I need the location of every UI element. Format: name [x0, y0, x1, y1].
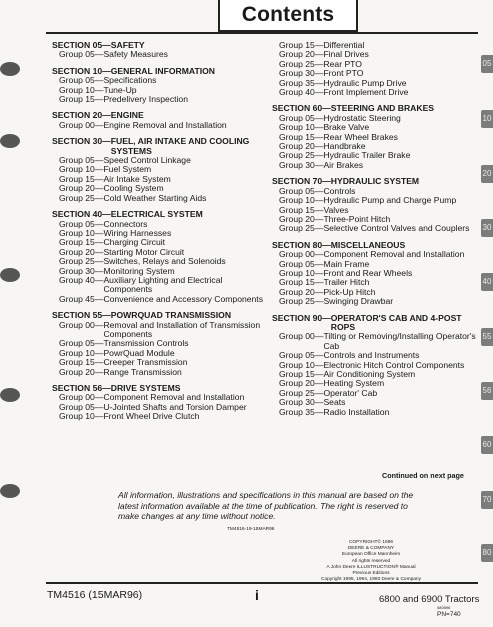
group-title: Brake Valve	[323, 122, 370, 133]
group-title: Tilting or Removing/Installing Operator's Cab	[323, 331, 476, 351]
group-title: Fuel System	[103, 164, 152, 175]
group-number: Group 20—	[279, 141, 324, 152]
group-number: Group 40—	[279, 87, 324, 98]
group-title: Tune-Up	[103, 84, 137, 95]
group-number: Group 25—	[279, 58, 324, 69]
tab-10[interactable]: 10	[481, 110, 493, 128]
tab-20[interactable]: 20	[481, 165, 493, 183]
tab-55[interactable]: 55	[481, 328, 493, 346]
group-number: Group 15—	[279, 204, 324, 215]
section-number: SECTION 10—	[52, 65, 111, 76]
section-title: ENGINE	[110, 110, 144, 121]
group-title: Heating System	[323, 378, 385, 389]
title-box	[218, 0, 358, 32]
header-rule	[46, 32, 478, 34]
section-title: GENERAL INFORMATION	[110, 65, 215, 76]
publication-notice: All information, illustrations and specifications in this manual are based on the latest information available at the time of publication. The right is reserved to make changes at any time without notice.	[118, 490, 414, 522]
group-number: Group 10—	[279, 122, 324, 133]
section-number: SECTION 70—	[272, 176, 331, 187]
toc-section	[272, 104, 482, 170]
tab-30[interactable]: 30	[481, 219, 493, 237]
group-title: Final Drives	[323, 49, 369, 60]
group-number: Group 05—	[59, 49, 104, 60]
group-title: Starting Motor Circuit	[103, 246, 185, 257]
group-number: Group 20—	[59, 183, 104, 194]
group-title: Hydrostatic Steering	[323, 112, 401, 123]
page-title: Contents	[241, 3, 335, 26]
section-title: STEERING AND BRAKES	[330, 103, 435, 114]
group-number: Group 45—	[59, 293, 104, 304]
group-title: Seats	[323, 397, 346, 408]
toc-section	[52, 67, 264, 105]
copyright-line: A John Deere ILLUSTRUCTION® Manual	[326, 564, 416, 570]
group-title: Selective Control Valves and Couplers	[323, 223, 470, 234]
group-title: Rear PTO	[323, 58, 362, 69]
section-title: DRIVE SYSTEMS	[110, 383, 181, 393]
copyright-line: All rights reserved	[351, 558, 391, 564]
group-number: Group 25—	[279, 387, 324, 398]
group-title: Hydraulic Pump Drive	[323, 77, 407, 88]
group-title: Auxiliary Lighting and Electrical Components	[103, 274, 223, 295]
group-title: U-Jointed Shafts and Torsion Damper	[103, 401, 247, 412]
group-number: Group 25—	[279, 150, 324, 161]
group-number: Group 25—	[279, 296, 324, 307]
group-title: Operator' Cab	[323, 387, 378, 398]
toc-section-continued	[272, 41, 482, 97]
section-number: SECTION 60—	[272, 103, 331, 114]
section-number: SECTION 55—	[52, 310, 111, 321]
binder-hole	[0, 388, 20, 402]
group-title: Swinging Drawbar	[323, 296, 394, 307]
group-title: Wiring Harnesses	[103, 227, 172, 238]
section-title: POWRQUAD TRANSMISSION	[110, 310, 232, 321]
section-number: SECTION 80—	[272, 239, 331, 250]
group-title: Engine Removal and Installation	[103, 119, 227, 130]
group-number: Group 05—	[59, 155, 104, 166]
section-title: HYDRAULIC SYSTEM	[330, 176, 420, 187]
section-title: OPERATOR'S CAB AND 4-POST ROPS	[330, 312, 462, 332]
group-number: Group 05—	[279, 112, 324, 123]
group-number: Group 30—	[59, 265, 104, 276]
toc-group-item[interactable]	[52, 276, 264, 295]
toc-section	[272, 177, 482, 233]
toc-section	[272, 241, 482, 307]
group-title: Creeper Transmission	[103, 357, 188, 368]
group-number: Group 10—	[279, 359, 324, 370]
group-title: Cold Weather Starting Aids	[103, 192, 207, 203]
continued-note: Continued on next page	[382, 471, 464, 480]
toc-section	[52, 210, 264, 304]
binder-hole	[0, 62, 20, 76]
group-number: Group 05—	[279, 258, 324, 269]
section-heading[interactable]	[272, 314, 482, 333]
group-title: Air Intake System	[103, 173, 171, 184]
group-number: Group 00—	[279, 331, 324, 342]
section-title: ELECTRICAL SYSTEM	[110, 209, 203, 220]
group-title: Component Removal and Installation	[103, 392, 245, 403]
toc-group-item[interactable]	[272, 408, 482, 417]
section-number: SECTION 20—	[52, 110, 111, 121]
group-number: Group 05—	[59, 218, 104, 229]
group-number: Group 15—	[279, 277, 324, 288]
group-title: Trailer Hitch	[323, 277, 370, 288]
toc-group-item[interactable]	[52, 321, 264, 340]
group-number: Group 30—	[279, 159, 324, 170]
group-number: Group 05—	[59, 75, 104, 86]
group-number: Group 35—	[279, 77, 324, 88]
group-title: Differential	[323, 40, 365, 50]
footer-rule	[46, 582, 478, 584]
toc-group-item[interactable]	[272, 332, 482, 351]
group-title: Specifications	[103, 75, 157, 86]
group-number: Group 35—	[279, 406, 324, 417]
section-title: FUEL, AIR INTAKE AND COOLING SYSTEMS	[110, 136, 250, 156]
group-number: Group 20—	[279, 378, 324, 389]
copyright-block	[296, 540, 446, 583]
footer-code: 080596	[437, 605, 451, 610]
group-title: Controls	[323, 185, 356, 196]
group-title: Pick-Up Hitch	[323, 286, 376, 297]
group-title: Front and Rear Wheels	[323, 267, 413, 278]
left-column	[52, 41, 264, 429]
group-number: Group 30—	[279, 397, 324, 408]
section-title: MISCELLANEOUS	[330, 239, 406, 250]
toc-section	[52, 41, 264, 60]
group-title: Switches, Relays and Solenoids	[103, 256, 226, 267]
section-number: SECTION 30—	[52, 136, 111, 147]
group-title: Three-Point Hitch	[323, 213, 391, 224]
group-title: PowrQuad Module	[103, 347, 175, 358]
tab-56[interactable]: 56	[481, 382, 493, 400]
group-title: Hydraulic Pump and Charge Pump	[323, 195, 457, 206]
toc-group-item[interactable]	[52, 194, 264, 203]
group-title: Electronic Hitch Control Components	[323, 359, 465, 370]
section-number: SECTION 40—	[52, 209, 111, 220]
group-number: Group 00—	[59, 392, 104, 403]
copyright-line: European Office Mannheim	[341, 552, 401, 558]
group-title: Front Implement Drive	[323, 87, 409, 98]
toc-group-item[interactable]	[52, 368, 264, 377]
toc-group-item[interactable]	[52, 412, 264, 421]
group-number: Group 10—	[59, 84, 104, 95]
group-number: Group 20—	[279, 49, 324, 60]
notice-code: TM4516-19-15MAR96	[227, 527, 275, 532]
group-title: Controls and Instruments	[323, 350, 420, 361]
group-title: Rear Wheel Brakes	[323, 131, 398, 142]
group-number: Group 40—	[59, 274, 104, 285]
group-title: Range Transmission	[103, 366, 182, 377]
group-number: Group 20—	[279, 286, 324, 297]
group-number: Group 00—	[59, 319, 104, 330]
binder-hole	[0, 268, 20, 282]
toc-group-item[interactable]	[272, 88, 482, 97]
group-number: Group 00—	[279, 249, 324, 260]
section-number: SECTION 90—	[272, 312, 331, 323]
group-number: Group 15—	[59, 173, 104, 184]
group-number: Group 20—	[59, 366, 104, 377]
right-column	[272, 41, 482, 424]
group-number: Group 05—	[279, 185, 324, 196]
group-number: Group 10—	[59, 411, 104, 422]
section-title: SAFETY	[110, 40, 145, 50]
group-title: Handbrake	[323, 141, 366, 152]
copyright-line: COPYRIGHT© 1996	[348, 540, 394, 545]
group-title: Air Brakes	[323, 159, 364, 170]
page-number: i	[255, 587, 259, 603]
toc-section	[52, 111, 264, 130]
group-number: Group 20—	[279, 213, 324, 224]
group-title: Main Frame	[323, 258, 370, 269]
group-title: Safety Measures	[103, 49, 168, 60]
group-number: Group 10—	[59, 347, 104, 358]
section-number: SECTION 56—	[52, 383, 111, 393]
binder-hole	[0, 484, 20, 498]
group-number: Group 10—	[59, 227, 104, 238]
group-number: Group 05—	[279, 350, 324, 361]
group-title: Cooling System	[103, 183, 164, 194]
group-number: Group 25—	[59, 192, 104, 203]
group-number: Group 15—	[59, 237, 104, 248]
tab-05[interactable]: 05	[481, 55, 493, 73]
group-number: Group 15—	[279, 369, 324, 379]
group-number: Group 10—	[279, 267, 324, 278]
manual-number: TM4516 (15MAR96)	[47, 589, 143, 601]
tractor-model: 6800 and 6900 Tractors	[379, 594, 480, 605]
toc-group-item[interactable]	[52, 295, 264, 304]
copyright-line: DEERE & COMPANY	[347, 546, 395, 552]
toc-group-item[interactable]	[52, 95, 264, 104]
group-number: Group 20—	[59, 246, 104, 257]
group-number: Group 15—	[59, 357, 104, 368]
section-heading[interactable]	[52, 137, 264, 156]
group-title: Hydraulic Trailer Brake	[323, 150, 411, 161]
group-title: Removal and Installation of Transmission Components	[103, 319, 261, 339]
tab-40[interactable]: 40	[481, 273, 493, 291]
tab-80[interactable]: 80	[481, 544, 493, 562]
group-title: Front PTO	[323, 68, 364, 79]
toc-group-item[interactable]	[272, 161, 482, 170]
toc-group-item[interactable]	[272, 297, 482, 306]
group-number: Group 05—	[59, 338, 104, 349]
group-title: Air Conditioning System	[323, 369, 416, 379]
group-title: Speed Control Linkage	[103, 155, 191, 166]
group-number: Group 15—	[59, 94, 104, 105]
group-number: Group 05—	[59, 401, 104, 412]
toc-section	[52, 311, 264, 377]
group-title: Transmission Controls	[103, 338, 189, 349]
group-title: Predelivery Inspection	[103, 94, 188, 105]
copyright-line: Previous Editions	[352, 571, 390, 577]
group-title: Component Removal and Installation	[323, 249, 465, 260]
toc-section	[52, 384, 264, 422]
toc-group-item[interactable]	[272, 224, 482, 233]
group-number: Group 25—	[279, 223, 324, 234]
section-number: SECTION 05—	[52, 40, 111, 50]
group-title: Monitoring System	[103, 265, 175, 276]
tab-70[interactable]: 70	[481, 491, 493, 509]
part-number: PN=740	[437, 611, 461, 618]
binder-hole	[0, 134, 20, 148]
group-number: Group 00—	[59, 119, 104, 130]
group-number: Group 25—	[59, 256, 104, 267]
group-title: Front Wheel Drive Clutch	[103, 411, 200, 422]
group-number: Group 30—	[279, 68, 324, 79]
group-title: Connectors	[103, 218, 148, 229]
group-title: Charging Circuit	[103, 237, 166, 248]
group-number: Group 15—	[279, 40, 324, 50]
group-title: Valves	[323, 204, 349, 215]
toc-group-item[interactable]	[52, 50, 264, 59]
toc-section	[52, 137, 264, 203]
toc-group-item[interactable]	[52, 121, 264, 130]
group-title: Radio Installation	[323, 406, 390, 417]
group-number: Group 10—	[59, 164, 104, 175]
group-number: Group 15—	[279, 131, 324, 142]
tab-60[interactable]: 60	[481, 436, 493, 454]
group-title: Convenience and Accessory Components	[103, 293, 263, 304]
group-number: Group 10—	[279, 195, 324, 206]
copyright-line: Copyright 1995, 1994, 1993 Deere & Company	[321, 577, 421, 583]
toc-section	[272, 314, 482, 417]
